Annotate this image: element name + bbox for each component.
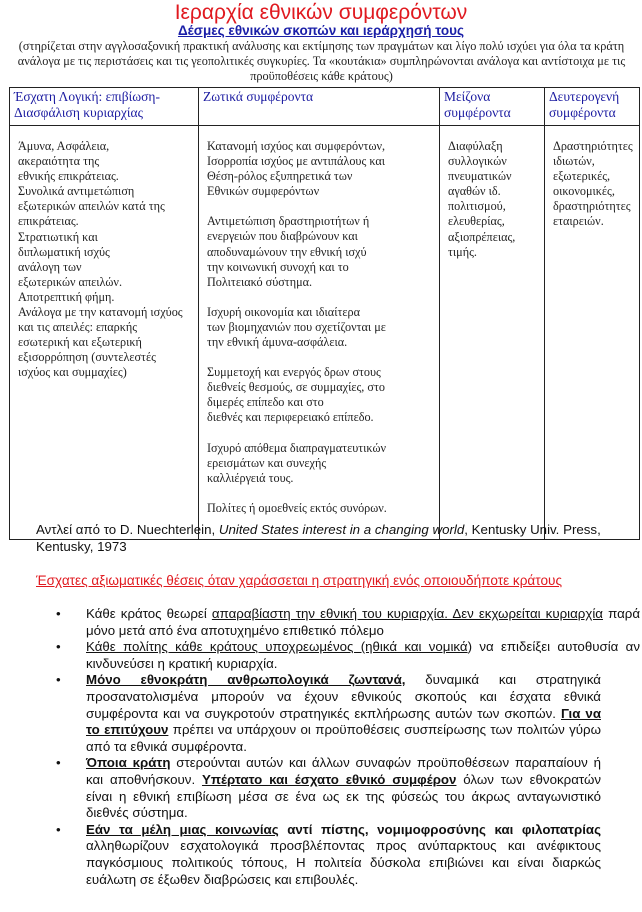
page-subtitle: Δέσμες εθνικών σκοπών και ιεράρχησή τους xyxy=(177,23,465,38)
cell-paragraph: Ισχυρό απόθεμα διαπραγματευτικών ερεισμάτων και συνεχής καλλιέργειά τους. xyxy=(207,440,386,485)
list-item xyxy=(46,755,601,821)
bullet-icon: • xyxy=(56,672,61,688)
item-emphasis: Μόνο εθνοκράτη ανθρωπολογικά ζωντανά, xyxy=(86,672,406,688)
intro-note: (στηρίζεται στην αγγλοσαξονική πρακτική ανάλυσης και εκτίμησης των πραγμάτων και λίγο πολύ ισχύει για όλα τα κράτη ανάλογα με τις περιστάσεις και τις γεοπολιτικές συγκυρίες. Τα «κουτάκια» συμπληρώνονται ανάλογα και αντίστοιχα με τις προϋποθέσεις κάθε κράτους) xyxy=(17,39,626,83)
list-item xyxy=(46,639,640,672)
column-header-label: Μείζονα συμφέροντα xyxy=(444,89,511,120)
item-emphasis: αντί πίστης, νομιμοφροσύνης και φιλοπατρίας xyxy=(278,821,601,837)
bullet-icon: • xyxy=(56,639,61,655)
cell-paragraph: Αντιμετώπιση δραστηριοτήτων ή ενεργειών που διαβρώνουν και αποδυναμώνουν την εθνική ισχύ την κοινωνική συνοχή και το Πολιτειακό σύστημα. xyxy=(207,214,370,289)
table-body-row xyxy=(10,126,640,540)
item-text: αλληθωρίζουν εσχατολογικά προσβλέποντας προς ανύπαρκτους και ανέφικτους παγκόσμιους πολιτικούς τόπους, Η πολιτεία δύσκολα επιβιώνει και είναι διαρκώς ευάλωτη σε έξωθεν διαβρώσεις και επιβουλές. xyxy=(86,838,601,887)
item-text: παρά μόνο μετά από ένα αποτυχημένο επιθετικό πόλεμο xyxy=(86,606,641,638)
axioms-list xyxy=(46,606,640,888)
cell-paragraph: Πολίτες ή ομοεθνείς εκτός συνόρων. xyxy=(207,500,387,515)
bullet-icon: • xyxy=(56,821,61,837)
item-emphasis: απαραβίαστη την εθνική του κυριαρχία. Δεν εκχωρείται κυριαρχία xyxy=(211,606,603,621)
item-text: δυναμικά και στρατηγικά προσανατολισμένα μπορούν να έχουν εθνικούς σκοπούς και έσχατα εθνικά συμφέροντα και να συγκροτούν στρατηγικές εκπλήρωσης αυτών των σκοπών. xyxy=(86,672,601,721)
column-header-vital xyxy=(199,88,440,126)
column-header-ultimate xyxy=(10,88,199,126)
interests-hierarchy-table xyxy=(9,87,640,540)
cell-ultimate-interests xyxy=(10,126,199,540)
cell-paragraph: Συμμετοχή και ενεργός δρων στους διεθνείς θεσμούς, σε συμμαχίες, στο διμερές επίπεδο και στο διεθνές και περιφερειακό επίπεδο. xyxy=(207,365,385,425)
item-emphasis: Υπέρτατο και έσχατο εθνικό συμφέρον xyxy=(201,771,457,787)
cell-paragraph: Κατανομή ισχύος και συμφερόντων, Ισορροπία ισχύος με αντιπάλους και Θέση-ρόλος εξυπηρετικά των Εθνικών συμφερόντων xyxy=(207,139,386,199)
cell-paragraph: Ισχυρή οικονομία και ιδιαίτερα των βιομηχανιών που σχετίζονται με την εθνική άμυνα-ασφάλεια. xyxy=(207,304,386,350)
citation-book-title: United States interest in a changing world xyxy=(218,522,465,537)
citation-author: Αντλεί από το D. Nuechterlein, xyxy=(36,522,219,537)
item-text: όλων των εθνοκρατών είναι η εθνική επιβίωση μέσα σε ένα ως εκ της φύσεώς του άκρως ανταγωνιστικό διεθνές σύστημα. xyxy=(86,771,601,821)
bullet-icon: • xyxy=(56,755,61,771)
cell-text: Άμυνα, Ασφάλεια, ακεραιότητα της εθνικής επικράτειας. Συνολικά αντιμετώπιση εξωτερικών απειλών κατά της επικράτειας. Στρατιωτική και διπλωματική ισχύς ανάλογη των εξωτερικών απειλών. Αποτρεπτική φήμη. Ανάλογα με την κατανομή ισχύος και τις απειλές: επαρκής εσωτερική και εξωτερική εξισορρόπηση (συντελεστές ισχύος και συμμαχίες) xyxy=(18,139,183,380)
item-text: στερούνται αυτών και άλλων συναφών προϋποθέσεων παραπαίουν ή και αποθνήσκουν. xyxy=(86,755,601,787)
list-item xyxy=(46,672,601,755)
item-text: Κάθε κράτος θεωρεί xyxy=(86,606,212,621)
column-header-major xyxy=(440,88,545,126)
item-text: ) να επιδείξει αυτοθυσία αν κινδυνεύσει η κρατική κυριαρχία. xyxy=(86,639,640,671)
item-emphasis: Όποια κράτη xyxy=(86,755,171,771)
page-title: Ιεραρχία εθνικών συμφερόντων xyxy=(174,1,468,24)
cell-secondary-interests xyxy=(545,126,640,540)
list-item xyxy=(46,822,601,888)
item-emphasis: Για να το επιτύχουν xyxy=(86,705,601,738)
axioms-heading: Έσχατες αξιωματικές θέσεις όταν χαράσσεται η στρατηγική ενός οποιουδήποτε κράτους xyxy=(36,573,563,588)
column-header-label: Ζωτικά συμφέροντα xyxy=(203,89,314,104)
item-emphasis: Εάν τα μέλη μιας κοινωνίας xyxy=(86,821,279,837)
column-header-secondary xyxy=(545,88,640,126)
table-header-row xyxy=(10,88,640,126)
bullet-icon: • xyxy=(56,606,61,621)
source-citation xyxy=(36,522,616,555)
citation-publisher: , Kentusky Univ. Press, Kentusky, 1973 xyxy=(36,522,601,554)
item-emphasis: Κάθε πολίτης κάθε κράτους υποχρεωμένος (ηθικά και νομικά xyxy=(86,639,468,655)
list-item xyxy=(46,606,640,639)
cell-major-interests xyxy=(440,126,545,540)
item-text: πρέπει να υπάρχουν οι προϋποθέσεις συσπείρωσης των πολιτών γύρω από τα εθνικά συμφέροντα. xyxy=(86,722,601,754)
cell-text xyxy=(207,139,435,516)
cell-text: Δραστηριότητες ιδιωτών, εξωτερικές, οικονομικές, δραστηριότητες εταιρειών. xyxy=(553,139,633,229)
column-header-label: Δευτερογενή συμφέροντα xyxy=(549,89,620,120)
cell-vital-interests xyxy=(199,126,440,540)
column-header-label: Έσχατη Λογική: επιβίωση- Διασφάλιση κυριαρχίας xyxy=(14,89,160,120)
cell-text: Διαφύλαξη συλλογικών πνευματικών αγαθών ιδ. πολιτισμού, ελευθερίας, αξιοπρέπειας, τιμής. xyxy=(448,139,516,259)
